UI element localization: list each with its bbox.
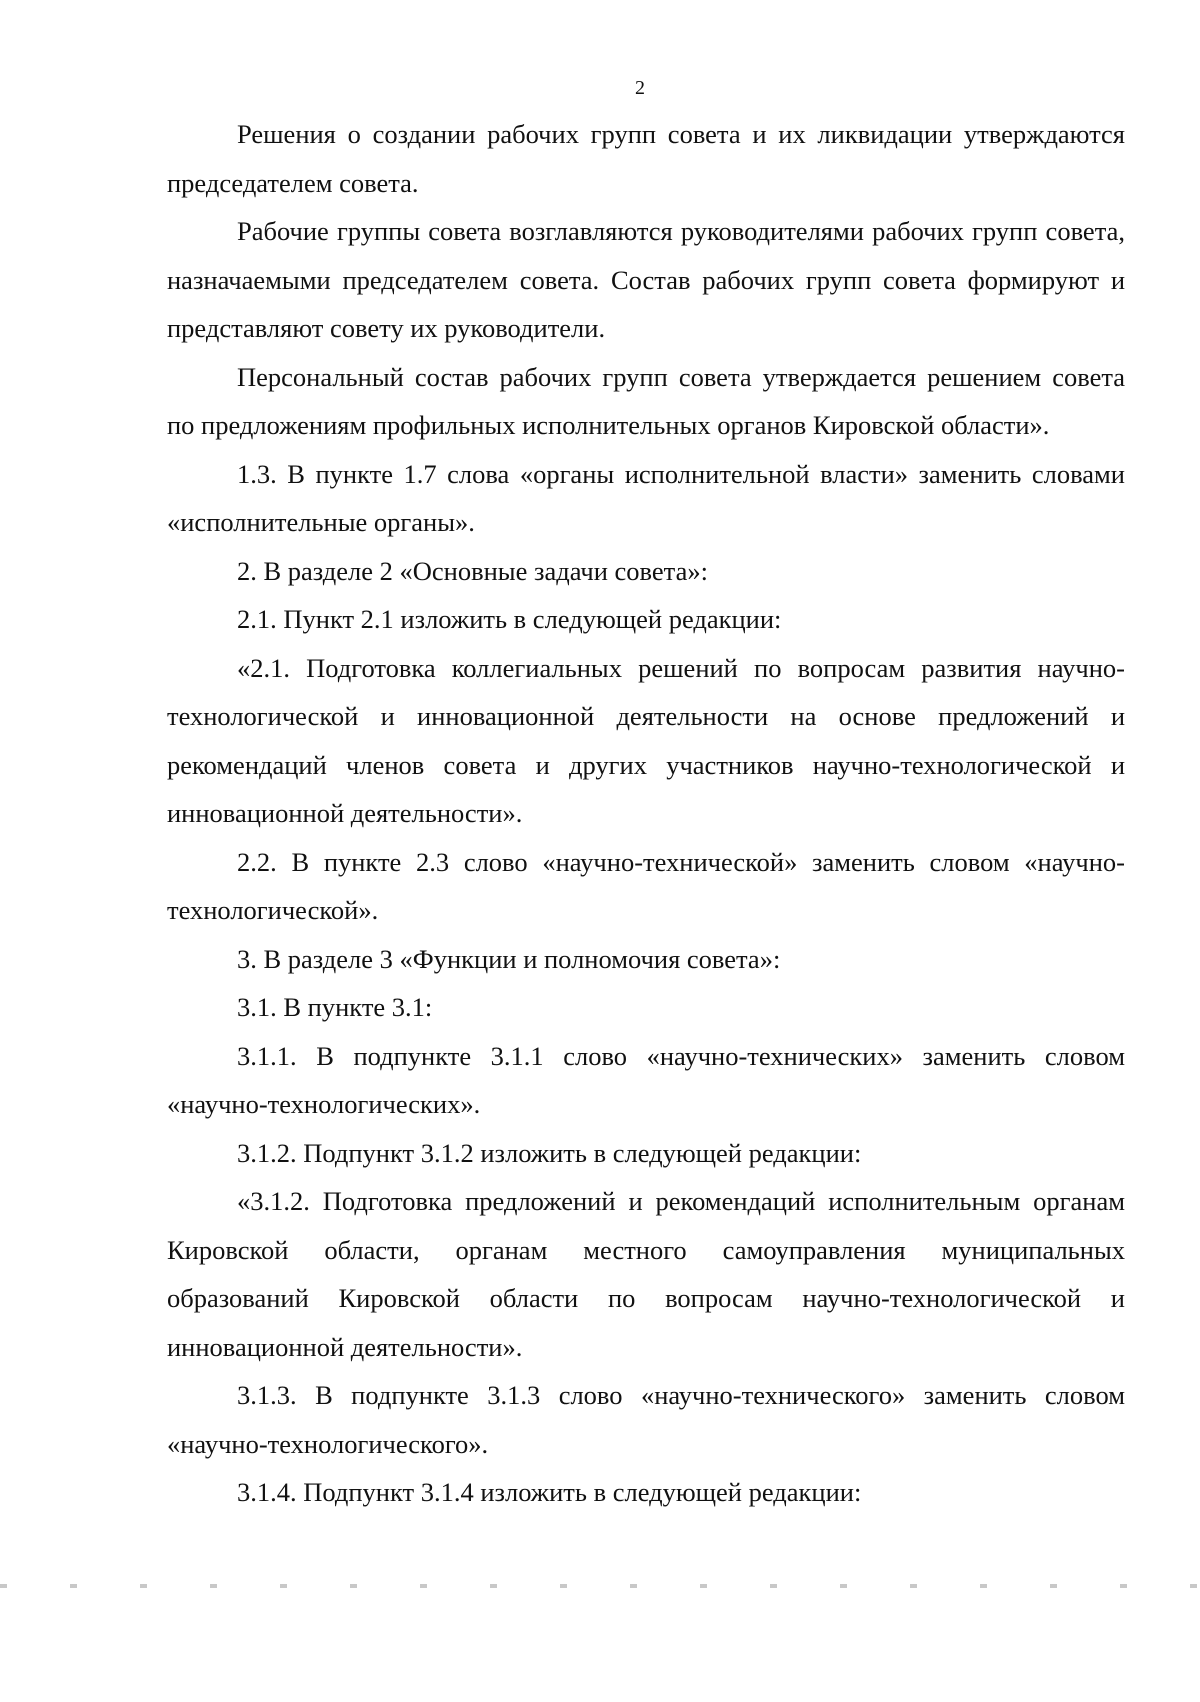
page-number: 2	[635, 77, 645, 99]
paragraph-5: 2. В разделе 2 «Основные задачи совета»:	[237, 555, 708, 586]
paragraph-6: 2.1. Пункт 2.1 изложить в следующей редакции:	[237, 604, 782, 634]
paragraph-1: Решения о создании рабочих групп совета и их ликвидации утверждаются председателем совета.	[167, 119, 1125, 198]
paragraph-2: Рабочие группы совета возглавляются руководителями рабочих групп совета, назначаемыми председателем совета. Состав рабочих групп совета формируют и представляют совету их руководители.	[167, 216, 1125, 343]
paragraph-4: 1.3. В пункте 1.7 слова «органы исполнительной власти» заменить словами «исполнительные органы».	[167, 458, 1125, 537]
paragraph-14: 3.1.3. В подпункте 3.1.3 слово «научно-технического» заменить словом «научно-технологического».	[167, 1380, 1125, 1459]
paragraph-13: «3.1.2. Подготовка предложений и рекомендаций исполнительным органам Кировской области, органам местного самоуправления муниципальных образований Кировской области по вопросам научно-технологической и инновационной деятельности».	[167, 1186, 1125, 1362]
scan-dotted-line	[0, 1584, 1200, 1588]
paragraph-9: 3. В разделе 3 «Функции и полномочия совета»:	[237, 943, 781, 974]
paragraph-15: 3.1.4. Подпункт 3.1.4 изложить в следующей редакции:	[237, 1477, 862, 1507]
paragraph-8: 2.2. В пункте 2.3 слово «научно-технической» заменить словом «научно-технологической».	[167, 846, 1125, 925]
paragraph-12: 3.1.2. Подпункт 3.1.2 изложить в следующей редакции:	[237, 1137, 862, 1168]
paragraph-3: Персональный состав рабочих групп совета утверждается решением совета по предложениям профильных исполнительных органов Кировской области».	[167, 361, 1125, 440]
paragraph-11: 3.1.1. В подпункте 3.1.1 слово «научно-технических» заменить словом «научно-технологических».	[167, 1040, 1125, 1119]
document-body	[167, 110, 1125, 1517]
paragraph-7: «2.1. Подготовка коллегиальных решений по вопросам развития научно-технологической и инновационной деятельности на основе предложений и рекомендаций членов совета и других участников научно-технологической и инновационной деятельности».	[167, 652, 1125, 828]
paragraph-10: 3.1. В пункте 3.1:	[237, 992, 433, 1022]
